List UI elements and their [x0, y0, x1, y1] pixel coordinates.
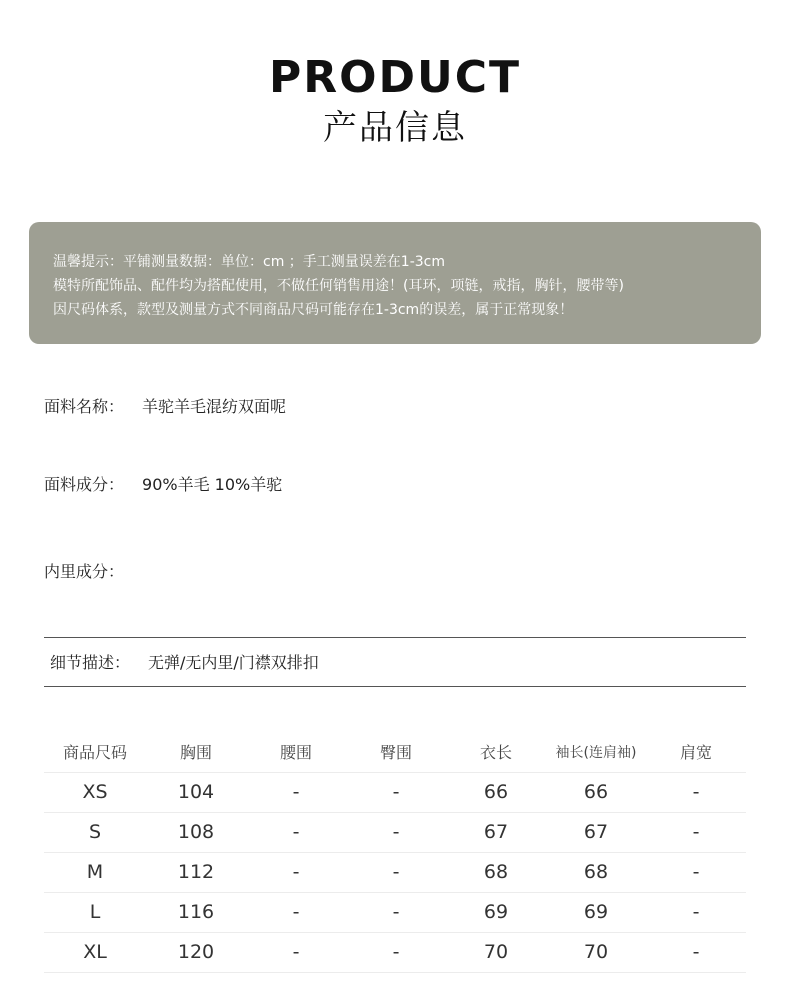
cell-sleeve: 69	[546, 892, 646, 932]
header-shoulder: 肩宽	[646, 732, 746, 772]
lining-composition-label: 内里成分：	[44, 562, 125, 581]
fabric-name-value: 羊驼羊毛混纺双面呢	[142, 397, 287, 416]
table-row	[44, 812, 746, 852]
cell-hip: -	[346, 772, 446, 812]
cell-waist: -	[246, 772, 346, 812]
header-waist: 腰围	[246, 732, 346, 772]
cell-waist: -	[246, 932, 346, 972]
cell-size: M	[44, 852, 146, 892]
cell-size: XS	[44, 772, 146, 812]
page-header	[0, 52, 790, 150]
cell-hip: -	[346, 932, 446, 972]
fabric-name-row	[44, 394, 286, 417]
notice-box	[29, 222, 761, 344]
cell-sleeve: 70	[546, 932, 646, 972]
fabric-composition-row	[44, 472, 282, 495]
cell-shoulder: -	[646, 852, 746, 892]
cell-waist: -	[246, 812, 346, 852]
cell-chest: 104	[146, 772, 246, 812]
size-table-header-row	[44, 732, 746, 772]
cell-length: 68	[446, 852, 546, 892]
cell-hip: -	[346, 852, 446, 892]
cell-hip: -	[346, 892, 446, 932]
cell-sleeve: 66	[546, 772, 646, 812]
cell-chest: 112	[146, 852, 246, 892]
fabric-composition-value: 90%羊毛 10%羊驼	[142, 475, 283, 494]
table-row	[44, 852, 746, 892]
lining-composition-row	[44, 559, 142, 582]
cell-chest: 116	[146, 892, 246, 932]
header-length: 衣长	[446, 732, 546, 772]
cell-size: L	[44, 892, 146, 932]
detail-divider-top	[44, 637, 746, 638]
cell-shoulder: -	[646, 812, 746, 852]
table-row	[44, 892, 746, 932]
cell-sleeve: 68	[546, 852, 646, 892]
header-size: 商品尺码	[44, 732, 146, 772]
notice-line-accessories: 模特所配饰品、配件均为搭配使用，不做任何销售用途！(耳环，项链，戒指，胸针，腰带等)	[53, 278, 624, 294]
cell-chest: 108	[146, 812, 246, 852]
header-hip: 臀围	[346, 732, 446, 772]
table-row	[44, 772, 746, 812]
cell-length: 66	[446, 772, 546, 812]
cell-length: 67	[446, 812, 546, 852]
cell-hip: -	[346, 812, 446, 852]
cell-waist: -	[246, 892, 346, 932]
header-sleeve: 袖长(连肩袖)	[546, 732, 646, 772]
fabric-name-label: 面料名称：	[44, 397, 125, 416]
cell-shoulder: -	[646, 892, 746, 932]
cell-waist: -	[246, 852, 346, 892]
cell-shoulder: -	[646, 772, 746, 812]
cell-size: XL	[44, 932, 146, 972]
cell-length: 69	[446, 892, 546, 932]
detail-description-label: 细节描述：	[50, 653, 131, 672]
cell-length: 70	[446, 932, 546, 972]
notice-line-sizing: 因尺码体系，款型及测量方式不同商品尺码可能存在1-3cm的误差，属于正常现象！	[53, 302, 574, 318]
detail-divider-bottom	[44, 686, 746, 687]
page-subtitle: 产品信息	[323, 108, 467, 148]
notice-line-measure: 温馨提示：平铺测量数据：单位：cm ；手工测量误差在1-3cm	[53, 254, 445, 270]
fabric-composition-label: 面料成分：	[44, 475, 125, 494]
detail-description-row	[50, 650, 319, 673]
table-row	[44, 932, 746, 972]
size-table	[44, 732, 746, 973]
cell-shoulder: -	[646, 932, 746, 972]
detail-description-value: 无弹/无内里/门襟双排扣	[148, 653, 319, 672]
cell-sleeve: 67	[546, 812, 646, 852]
cell-size: S	[44, 812, 146, 852]
header-chest: 胸围	[146, 732, 246, 772]
cell-chest: 120	[146, 932, 246, 972]
page-title: PRODUCT	[268, 52, 522, 103]
